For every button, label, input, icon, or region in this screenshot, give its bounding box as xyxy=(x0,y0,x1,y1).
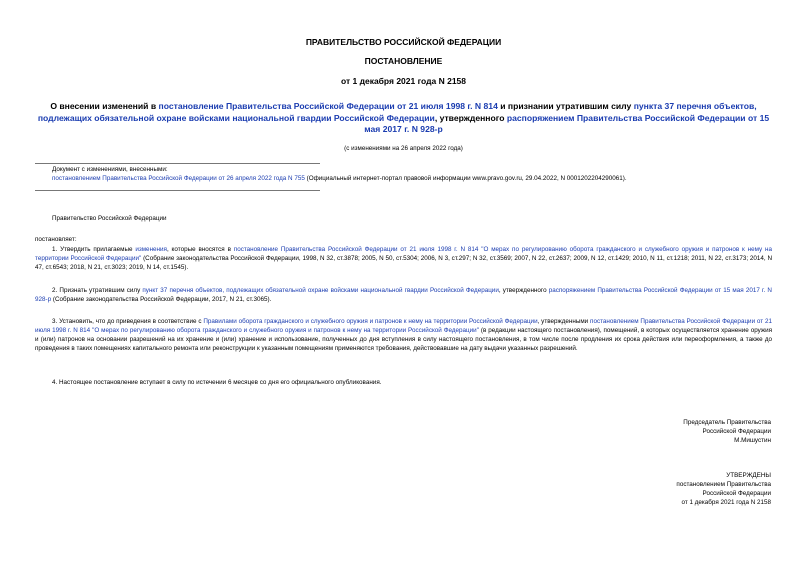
p1-link-changes[interactable]: изменения xyxy=(135,246,167,253)
paragraph-text: , которые вносятся в xyxy=(166,246,234,253)
document-date-number: от 1 декабря 2021 года N 2158 xyxy=(340,76,467,86)
title-link-item-37[interactable]: пункта 37 перечня объектов, подлежащих обязательной охране войсками национальной гвардии Российской Федерации xyxy=(37,101,757,123)
changes-box xyxy=(52,166,772,184)
approved-heading: УТВЕРЖДЕНЫ xyxy=(726,472,771,479)
paragraph-4: 4. Настоящее постановление вступает в силу по истечении 6 месяцев со дня его официального опубликования. xyxy=(52,379,382,386)
p2-link-order-928[interactable]: распоряжением Правительства Российской Федерации от 15 мая 2017 г. N 928-р xyxy=(35,287,772,303)
paragraph-text: 3. Установить, что до приведения в соответствие с xyxy=(52,318,204,325)
approved-line: постановлением Правительства xyxy=(676,480,771,488)
changes-label: Документ с изменениями, внесенными: xyxy=(52,166,168,173)
document-title xyxy=(35,101,772,136)
title-text: О внесении изменений в xyxy=(50,101,159,111)
paragraph-1 xyxy=(35,246,772,273)
approved-line: Российской Федерации xyxy=(702,489,771,497)
approved-date: от 1 декабря 2021 года N 2158 xyxy=(681,498,771,506)
changes-rule-bottom xyxy=(35,190,320,191)
approved-block xyxy=(676,472,771,508)
paragraph-2 xyxy=(35,287,772,305)
title-text: и признании утратившим силу xyxy=(497,101,634,111)
amended-note: (с изменениями на 26 апреля 2022 года) xyxy=(344,145,463,152)
paragraph-text: , утвержденного xyxy=(498,287,549,294)
paragraph-text: , утвержденными xyxy=(537,318,591,325)
government-heading: ПРАВИТЕЛЬСТВО РОССИЙСКОЙ ФЕДЕРАЦИИ xyxy=(305,37,502,47)
changes-link-decree-755[interactable]: постановлением Правительства Российской Федерации от 26 апреля 2022 года N 755 xyxy=(52,174,305,182)
signature-name: М.Мишустин xyxy=(734,436,771,444)
paragraph-3 xyxy=(35,318,772,354)
paragraph-text: (Собрание законодательства Российской Федерации, 2017, N 21, ст.3065). xyxy=(51,295,272,303)
paragraph-text: 1. Утвердить прилагаемые xyxy=(52,246,136,253)
p3-link-rules[interactable]: Правилами оборота гражданского и служебного оружия и патронов к нему на территории Российской Федерации xyxy=(203,318,538,325)
paragraph-text: (Собрание законодательства Российской Федерации, 1998, N 32, ст.3878; 2005, N 50, ст.5304; 2006, N 3, ст.297; N 32, ст.3569; 2007, N 22, ст.2637; 2009, N 12, ст.1429; 2010, N 11, ст.1218; 2011, N 22, ст.3173; 2014, N 47, ст.6543; 2018, N 21, ст.3023; 2019, N 14, ст.1545). xyxy=(35,254,772,271)
paragraph-text: 2. Признать утратившим силу xyxy=(52,287,143,294)
signature-position: Председатель Правительства xyxy=(683,419,771,426)
signature-block xyxy=(683,419,771,446)
document-type: ПОСТАНОВЛЕНИЕ xyxy=(364,56,443,66)
title-link-order-928[interactable]: распоряжением Правительства Российской Федерации от 15 мая 2017 г. N 928-р xyxy=(364,112,770,134)
p1-link-decree-814[interactable]: постановление Правительства Российской Федерации от 21 июля 1998 г. N 814 "О мерах по регулированию оборота гражданского и служебного оружия и патронов к нему на территории Российской Федерации" xyxy=(35,246,773,262)
p3-link-decree-814[interactable]: постановлением Правительства Российской Федерации от 21 июля 1998 г. N 814 "О мерах по регулированию оборота гражданского и служебного оружия и патронов к нему на территории Российской Федерации" xyxy=(35,318,772,334)
changes-entry-text: (Официальный интернет-портал правовой информации www.pravo.gov.ru, 29.04.2022, N 0001202204290061). xyxy=(304,174,627,182)
changes-rule-top xyxy=(35,163,320,164)
signature-organization: Российской Федерации xyxy=(702,427,771,435)
decrees-line: постановляет: xyxy=(35,236,77,243)
changes-entry xyxy=(52,175,772,184)
paragraph-text: (в редакции настоящего постановления), помещений, в которых осуществляется хранение оружия и (или) патронов на основании разрешений на их хранение и (или) хранение и использование, полученных до дня вступления в силу настоящего постановления, в том числе после продления их срока действия или переоформления, а также до проведения в таких помещениях капитального ремонта или реконструкции к указанным помещениям применяются требования, действовавшие на дату выдачи указанных разрешений. xyxy=(35,326,772,352)
title-link-decree-814[interactable]: постановление Правительства Российской Федерации от 21 июля 1998 г. N 814 xyxy=(158,101,498,111)
p2-link-item-37[interactable]: пункт 37 перечня объектов, подлежащих обязательной охране войсками национальной гвардии Российской Федерации xyxy=(142,287,499,294)
title-text: , утвержденного xyxy=(434,112,507,123)
government-line: Правительство Российской Федерации xyxy=(52,215,167,222)
